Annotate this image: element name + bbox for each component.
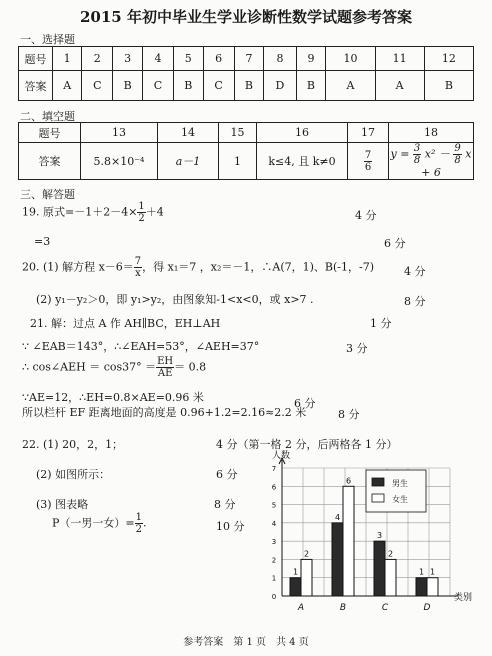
x-axis-label: 类别 xyxy=(454,593,473,603)
q20-text: 20. (1) 解方程 x－6＝ xyxy=(22,260,134,274)
score: 4 分 xyxy=(355,209,377,222)
y-tick-label: 6 xyxy=(271,483,277,492)
fraction-numerator: 7 xyxy=(134,256,142,267)
y-tick-label: 2 xyxy=(271,556,277,565)
fraction-denominator: 2 xyxy=(138,213,145,224)
fraction-numerator: 1 xyxy=(138,201,145,212)
answer-cell: B xyxy=(234,71,264,101)
page-title: 2015 年初中毕业生学业诊断性数学试题参考答案 xyxy=(80,8,412,26)
fraction-numerator: 3 xyxy=(413,143,421,154)
y-tick-label: 3 xyxy=(271,538,277,547)
section1-heading: 一、选择题 xyxy=(20,33,75,46)
data-label: 4 xyxy=(334,512,341,522)
question-number: 1 xyxy=(53,47,82,71)
score: 10 分 xyxy=(216,520,245,533)
bar xyxy=(301,559,312,596)
question-number: 14 xyxy=(158,123,219,143)
answer-15: 1 xyxy=(219,143,257,180)
y-tick-label: 5 xyxy=(271,501,277,510)
question-number: 17 xyxy=(348,123,389,143)
q22-text: . xyxy=(143,516,147,530)
answer-13: 5.8×10⁻⁴ xyxy=(81,143,158,180)
y-tick-label: 4 xyxy=(271,519,277,528)
question-number: 5 xyxy=(173,47,203,71)
bar xyxy=(416,578,427,596)
score: 6 分 xyxy=(294,397,316,410)
answer-cell: D xyxy=(264,71,296,101)
score: 1 分 xyxy=(370,317,392,330)
choice-answer-table xyxy=(18,46,474,101)
question-number: 2 xyxy=(82,47,113,71)
legend-swatch xyxy=(372,494,384,502)
fraction-denominator: 8 xyxy=(413,155,421,166)
answer-cell: C xyxy=(203,71,234,101)
question-number: 4 xyxy=(143,47,174,71)
answer-cell: B xyxy=(173,71,203,101)
answer-label: 答案 xyxy=(19,143,81,180)
answer-cell: B xyxy=(296,71,326,101)
answer-cell: B xyxy=(424,71,473,101)
fraction-denominator: 6 xyxy=(364,161,372,173)
q21-line3 xyxy=(22,356,206,379)
fill-answer-table xyxy=(18,122,474,180)
fraction-numerator: EH xyxy=(157,356,174,367)
q21-text: ＝ 0.8 xyxy=(174,360,207,374)
answer-cell: C xyxy=(82,71,113,101)
data-label: 1 xyxy=(418,567,425,577)
fraction-numerator: 9 xyxy=(454,143,461,154)
question-number: 15 xyxy=(219,123,257,143)
answer-cell: A xyxy=(326,71,375,101)
answer-cell: A xyxy=(375,71,424,101)
q19-text: 19. 原式=－1＋2－4× xyxy=(22,205,138,219)
y-tick-label: 1 xyxy=(271,574,277,583)
category-label: C xyxy=(381,603,389,613)
fraction-denominator: AE xyxy=(157,368,173,379)
fraction-numerator: 1 xyxy=(135,512,142,523)
q20-text: ，得 x₁＝7 ，x₂＝－1，∴A(7，1)、B(-1，-7) xyxy=(142,260,374,274)
answer-cell: C xyxy=(143,71,174,101)
data-label: 6 xyxy=(345,476,352,486)
legend-box xyxy=(366,470,426,512)
q22-line3: (3) 图表略 xyxy=(36,498,89,511)
data-label: 2 xyxy=(387,549,394,559)
score: 8 分 xyxy=(214,498,236,511)
formula-part: x + 6 xyxy=(421,147,472,179)
legend-swatch xyxy=(372,478,384,486)
bar xyxy=(385,559,396,596)
question-number: 6 xyxy=(203,47,234,71)
answer-18 xyxy=(389,143,474,180)
question-number: 18 xyxy=(389,123,474,143)
question-number: 3 xyxy=(113,47,143,71)
formula-part: x² － xyxy=(424,147,450,161)
answer-label: 答案 xyxy=(19,71,53,101)
answer-16: k≤4, 且 k≠0 xyxy=(257,143,348,180)
question-number: 12 xyxy=(424,47,473,71)
answer-cell: B xyxy=(113,71,143,101)
data-label: 1 xyxy=(429,567,436,577)
y-tick-label: 7 xyxy=(271,465,277,473)
score: 4 分 xyxy=(404,265,426,278)
bar xyxy=(332,523,343,596)
q20-line1 xyxy=(22,256,374,279)
q21-text: ∴ cos∠AEH ＝ cos37° ＝ xyxy=(22,360,157,374)
category-label: D xyxy=(423,603,431,613)
q19-line1 xyxy=(22,201,164,224)
data-label: 3 xyxy=(376,531,383,541)
category-label: B xyxy=(339,603,347,613)
bar xyxy=(427,578,438,596)
legend-label: 男生 xyxy=(392,479,408,488)
data-label: 2 xyxy=(303,549,310,559)
fraction-numerator: 7 xyxy=(364,149,372,161)
page-footer: 参考答案 第 1 页 共 4 页 xyxy=(183,637,309,648)
q20-line2: (2) y₁－y₂＞0，即 y₁>y₂，由图象知-1<x<0，或 x>7 . xyxy=(36,293,314,306)
score: 6 分 xyxy=(384,237,406,250)
y-tick-label: 0 xyxy=(271,593,277,601)
header-label: 题号 xyxy=(19,47,53,71)
y-axis-label: 人数 xyxy=(272,451,291,461)
q21-line5: 所以栏杆 EF 距离地面的高度是 0.96+1.2=2.16≈2.2 米 xyxy=(22,406,307,419)
section3-heading: 三、解答题 xyxy=(20,188,75,201)
question-number: 7 xyxy=(234,47,264,71)
header-label: 题号 xyxy=(19,123,81,143)
bar xyxy=(290,578,301,596)
question-number: 10 xyxy=(326,47,375,71)
answer-cell: A xyxy=(53,71,82,101)
score: 4 分（第一格 2 分，后两格各 1 分） xyxy=(216,438,398,451)
q22-line4 xyxy=(52,512,147,535)
category-label: A xyxy=(297,603,305,613)
score: 8 分 xyxy=(338,408,360,421)
formula-part: y = xyxy=(390,147,410,161)
q21-line4: ∵AE=12，∴EH=0.8×AE=0.96 米 xyxy=(22,391,204,404)
fraction-denominator: x xyxy=(135,268,141,279)
question-number: 13 xyxy=(81,123,158,143)
question-number: 11 xyxy=(375,47,424,71)
fraction-denominator: 8 xyxy=(454,155,461,166)
answer-14: a－1 xyxy=(158,143,219,180)
score: 6 分 xyxy=(216,468,238,481)
bar xyxy=(343,486,354,596)
answer-17 xyxy=(348,143,389,180)
section2-heading: 二、填空题 xyxy=(20,110,75,123)
q19-line2: =3 xyxy=(34,235,51,248)
data-label: 1 xyxy=(292,567,299,577)
question-number: 16 xyxy=(257,123,348,143)
legend-label: 女生 xyxy=(392,495,408,504)
q22-line1: 22. (1) 20，2，1； xyxy=(22,438,124,451)
fraction-denominator: 2 xyxy=(135,524,142,535)
q22-line2: (2) 如图所示： xyxy=(36,468,111,481)
score: 8 分 xyxy=(404,295,426,308)
question-number: 8 xyxy=(264,47,296,71)
score: 3 分 xyxy=(346,342,368,355)
question-number: 9 xyxy=(296,47,326,71)
bar-chart xyxy=(258,450,488,630)
q21-line2: ∵ ∠EAB＝143°，∴∠EAH=53°，∠AEH=37° xyxy=(22,340,260,353)
q22-text: P（一男一女）= xyxy=(52,516,135,530)
q19-text: ＋4 xyxy=(145,205,164,219)
bar xyxy=(374,541,385,596)
q21-line1: 21. 解：过点 A 作 AH∥BC，EH⊥AH xyxy=(30,317,221,330)
